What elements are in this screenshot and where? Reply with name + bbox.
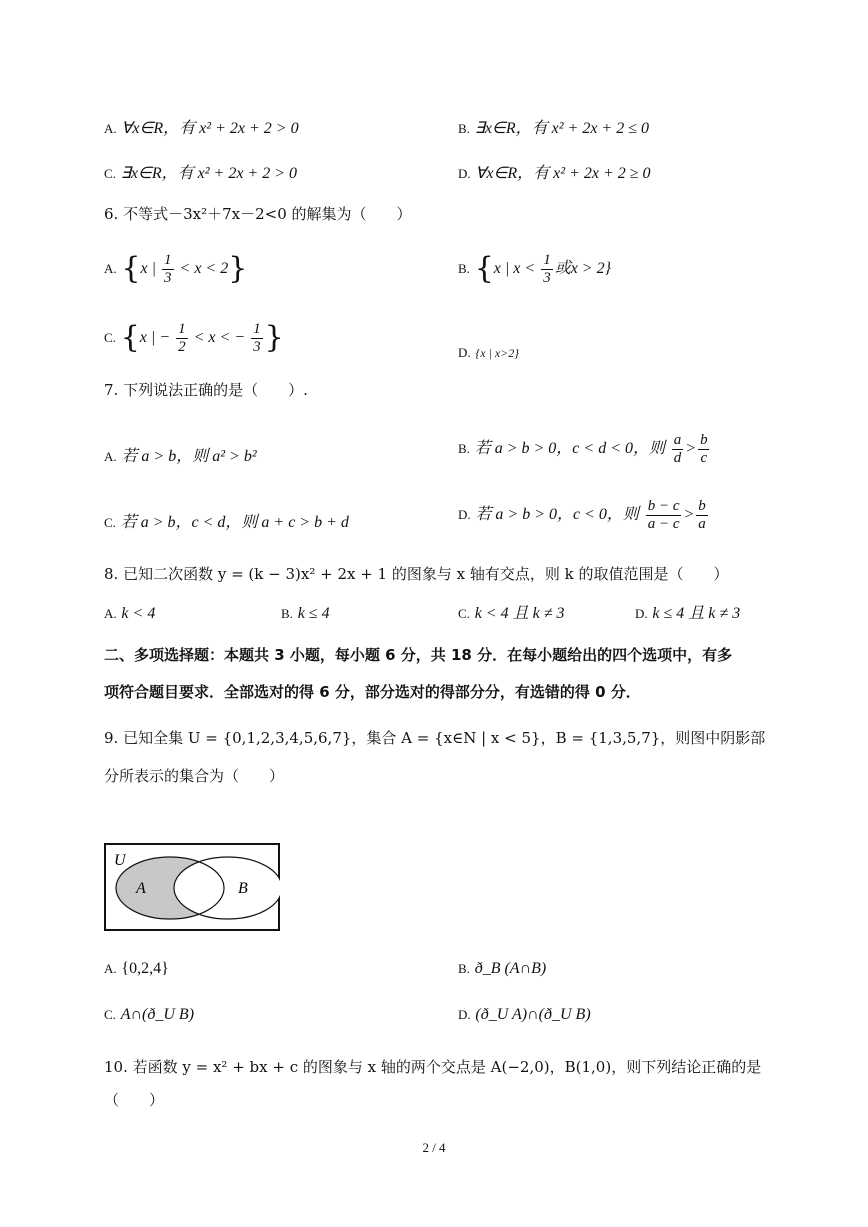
q7-stem: 7. 下列说法正确的是（ ）. — [104, 381, 308, 399]
option-text: ∃x∈R，有 x² + 2x + 2 ≤ 0 — [474, 120, 650, 137]
option-label: D. — [458, 507, 471, 522]
q8-option-d — [635, 603, 740, 624]
q9-option-a — [104, 958, 169, 979]
fraction — [251, 321, 263, 356]
fraction-denominator: 2 — [178, 338, 186, 355]
option-text: {0,2,4} — [121, 960, 169, 977]
q6-option-d — [458, 342, 519, 363]
section-heading-line1: 二、多项选择题：本题共 3 小题，每小题 6 分，共 18 分．在每小题给出的四个选项中，有多 — [104, 646, 733, 664]
q9-stem-line2: 分所表示的集合为（ ） — [104, 767, 285, 785]
option-text: k ≤ 4 且 k ≠ 3 — [652, 605, 741, 622]
greater-than-sign: > — [685, 440, 697, 457]
option-label: C. — [104, 1007, 116, 1022]
fraction-denominator: 3 — [253, 338, 261, 355]
option-label: D. — [458, 345, 471, 360]
q9-option-c — [104, 1004, 194, 1025]
option-label: B. — [458, 961, 470, 976]
fraction-denominator: a — [698, 515, 706, 532]
q6-stem: 6. 不等式－3x²＋7x－2<0 的解集为（ ） — [104, 205, 412, 223]
left-brace: { — [120, 320, 140, 355]
option-label: C. — [104, 515, 116, 530]
option-label: A. — [104, 606, 117, 621]
q5-option-b — [458, 118, 649, 139]
q9-option-d — [458, 1004, 591, 1025]
set-builder-prefix: x | − — [139, 329, 175, 346]
option-label: A. — [104, 449, 117, 464]
greater-than-sign: > — [683, 506, 695, 523]
fraction-denominator: d — [673, 449, 682, 466]
fraction — [541, 252, 553, 287]
set-builder-middle: < x < − — [189, 329, 250, 346]
q6-option-a — [104, 246, 247, 291]
option-label: B. — [281, 606, 293, 621]
set-builder-prefix: x | x < — [493, 260, 540, 277]
q8-stem: 8. 已知二次函数 y = (k − 3)x² + 2x + 1 的图象与 x 轴有交点，则 k 的取值范围是（ ） — [104, 565, 729, 583]
fraction — [176, 321, 188, 356]
option-label: B. — [458, 261, 470, 276]
right-brace: } — [264, 320, 284, 355]
q9-stem-line1: 9. 已知全集 U = {0,1,2,3,4,5,6,7}，集合 A = {x∈N | x < 5}，B = {1,3,5,7}，则图中阴影部 — [104, 729, 766, 747]
q6-option-b — [458, 246, 611, 291]
option-label: D. — [458, 1007, 471, 1022]
option-label: A. — [104, 961, 117, 976]
option-text: 若 a > b，c < d，则 a + c > b + d — [120, 514, 349, 531]
q8-option-a — [104, 603, 155, 624]
set-builder-suffix: < x < 2 — [175, 260, 229, 277]
venn-label-b: B — [238, 880, 248, 897]
set-builder-prefix: x | — [140, 260, 161, 277]
venn-diagram — [104, 843, 280, 931]
option-text: 若 a > b，则 a² > b² — [121, 448, 257, 465]
venn-label-a: A — [136, 880, 146, 897]
fraction-numerator: b — [700, 431, 708, 448]
q7-option-b — [458, 426, 712, 471]
q7-option-a — [104, 446, 257, 467]
option-label: C. — [104, 330, 116, 345]
option-text: ∀x∈R，有 x² + 2x + 2 > 0 — [121, 120, 299, 137]
option-text: k ≤ 4 — [297, 605, 330, 622]
q5-option-c — [104, 163, 297, 184]
option-text: ð_B (A∩B) — [474, 960, 547, 977]
option-text: ∃x∈R，有 x² + 2x + 2 > 0 — [120, 165, 298, 182]
fraction — [646, 498, 682, 533]
option-text: A∩(ð_U B) — [120, 1006, 195, 1023]
q6-option-c — [104, 315, 284, 360]
option-text: k < 4 — [121, 605, 156, 622]
option-text: 若 a > b > 0，c < 0，则 — [475, 506, 639, 523]
option-text: 若 a > b > 0，c < d < 0，则 — [474, 440, 665, 457]
q8-option-c — [458, 603, 565, 624]
section-heading-line2: 项符合题目要求．全部选对的得 6 分，部分选对的得部分分，有选错的得 0 分． — [104, 683, 641, 701]
fraction-denominator: c — [700, 449, 708, 466]
option-label: D. — [458, 166, 471, 181]
fraction-numerator: b − c — [647, 497, 680, 514]
fraction — [696, 498, 708, 533]
left-brace: { — [474, 251, 494, 286]
fraction-denominator: 3 — [164, 269, 172, 286]
fraction-numerator: a — [673, 431, 682, 448]
option-label: A. — [104, 121, 117, 136]
q5-option-d — [458, 163, 651, 184]
fraction-numerator: 1 — [253, 320, 261, 337]
venn-label-u: U — [114, 852, 126, 869]
fraction — [698, 432, 710, 467]
fraction-numerator: b — [698, 497, 706, 514]
fraction — [162, 252, 174, 287]
option-text: ∀x∈R，有 x² + 2x + 2 ≥ 0 — [475, 165, 651, 182]
q10-stem-line2: （ ） — [104, 1091, 165, 1109]
q10-stem-line1: 10. 若函数 y = x² + bx + c 的图象与 x 轴的两个交点是 A(−2,0)，B(1,0)，则下列结论正确的是 — [104, 1058, 762, 1076]
option-label: D. — [635, 606, 648, 621]
set-builder-suffix: 或x > 2} — [554, 260, 612, 277]
q7-option-d — [458, 492, 710, 537]
page-number: 2 / 4 — [422, 1140, 446, 1155]
option-label: C. — [104, 166, 116, 181]
fraction-denominator: 3 — [543, 269, 551, 286]
fraction-numerator: 1 — [178, 320, 186, 337]
q7-option-c — [104, 512, 349, 533]
q9-option-b — [458, 958, 546, 979]
q5-option-a — [104, 118, 299, 139]
right-brace: } — [228, 251, 248, 286]
fraction — [672, 432, 684, 467]
fraction-numerator: 1 — [543, 251, 551, 268]
left-brace: { — [121, 251, 141, 286]
option-label: B. — [458, 441, 470, 456]
option-text: (ð_U A)∩(ð_U B) — [475, 1006, 591, 1023]
option-label: A. — [104, 261, 117, 276]
option-label: B. — [458, 121, 470, 136]
option-text: k < 4 且 k ≠ 3 — [474, 605, 565, 622]
fraction-numerator: 1 — [164, 251, 172, 268]
fraction-denominator: a − c — [647, 515, 680, 532]
option-label: C. — [458, 606, 470, 621]
option-text: {x | x>2} — [475, 346, 520, 360]
q8-option-b — [281, 603, 330, 624]
